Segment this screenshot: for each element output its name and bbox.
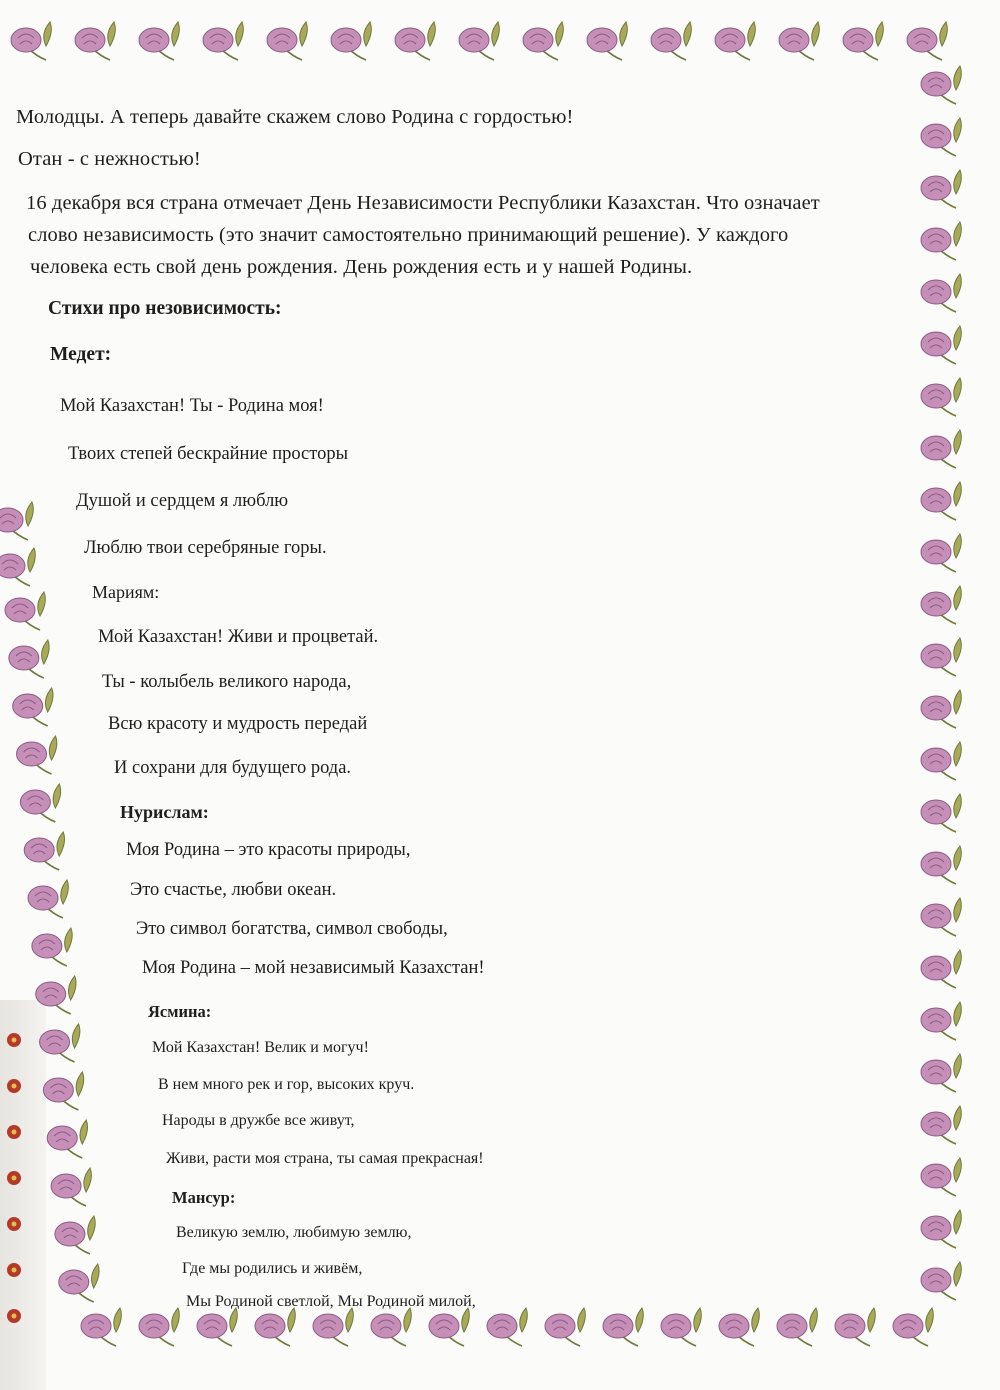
poem-line: И сохрани для будущего рода.: [114, 758, 352, 778]
rose-bud-icon: [0, 502, 33, 540]
rose-bud-icon: [777, 1308, 817, 1346]
rose-bud-icon: [921, 118, 961, 156]
rose-bud-icon: [843, 22, 883, 60]
rose-bud-icon: [43, 1072, 83, 1110]
rose-bud-icon: [835, 1308, 875, 1346]
rose-bud-icon: [20, 784, 60, 822]
intro-line-3: 16 декабря вся страна отмечает День Независимости Республики Казахстан. Что означает: [26, 192, 820, 214]
rose-bud-icon: [921, 482, 961, 520]
poem-line: Всю красоту и мудрость передай: [108, 714, 368, 734]
poem-line: Моя Родина – это красоты природы,: [126, 840, 411, 860]
rose-bud-icon: [28, 880, 68, 918]
rose-bud-icon: [921, 222, 961, 260]
rose-bud-icon: [13, 688, 53, 726]
poem-line: В нем много рек и гор, высоких круч.: [158, 1076, 415, 1093]
rose-bud-icon: [921, 378, 961, 416]
rose-bud-icon: [921, 1054, 961, 1092]
rose-bud-icon: [429, 1308, 469, 1346]
rose-bud-icon: [395, 22, 435, 60]
rose-bud-icon: [719, 1308, 759, 1346]
poem-line: Мой Казахстан! Живи и процветай.: [98, 627, 379, 647]
rose-bud-icon: [921, 326, 961, 364]
poem-line: Ты - колыбель великого народа,: [102, 672, 352, 692]
poem-line: Мы Родиной светлой, Мы Родиной милой,: [186, 1293, 476, 1310]
poem-line: Это счастье, любви океан.: [130, 880, 337, 900]
poem-line: Живи, расти моя страна, ты самая прекрасная!: [166, 1150, 484, 1167]
rose-bud-icon: [17, 736, 57, 774]
rose-bud-icon: [921, 274, 961, 312]
speaker-mariyam: Мариям:: [92, 582, 160, 602]
rose-bud-icon: [75, 22, 115, 60]
rose-bud-icon: [267, 22, 307, 60]
intro-line-1: Молодцы. А теперь давайте скажем слово Родина с гордостью!: [16, 106, 574, 128]
rose-bud-icon: [9, 640, 49, 678]
rose-bud-icon: [921, 1002, 961, 1040]
poem-line: Мой Казахстан! Велик и могуч!: [152, 1039, 369, 1056]
rose-bud-icon: [921, 794, 961, 832]
rose-bud-icon: [32, 928, 72, 966]
rose-bud-icon: [255, 1308, 295, 1346]
rose-bud-icon: [139, 1308, 179, 1346]
rose-bud-icon: [203, 22, 243, 60]
poem-line: Душой и сердцем я люблю: [76, 491, 289, 511]
rose-bud-icon: [603, 1308, 643, 1346]
rose-bud-icon: [893, 1308, 933, 1346]
rose-bud-icon: [197, 1308, 237, 1346]
rose-bud-icon: [921, 846, 961, 884]
rose-bud-icon: [921, 1210, 961, 1248]
rose-bud-icon: [921, 430, 961, 468]
rose-bud-icon: [587, 22, 627, 60]
rose-bud-icon: [139, 22, 179, 60]
speaker-nurislam: Нурислам:: [120, 802, 209, 822]
speaker-mansur: Мансур:: [172, 1188, 236, 1207]
poem-line: Мой Казахстан! Ты - Родина моя!: [60, 396, 324, 416]
rose-bud-icon: [921, 170, 961, 208]
rose-bud-icon: [51, 1168, 91, 1206]
rose-bud-icon: [36, 976, 76, 1014]
rose-bud-icon: [81, 1308, 121, 1346]
rose-bud-icon: [24, 832, 64, 870]
poem-line: Моя Родина – мой независимый Казахстан!: [142, 958, 485, 978]
rose-bud-icon: [921, 950, 961, 988]
rose-bud-icon: [55, 1216, 95, 1254]
poem-line: Великую землю, любимую землю,: [176, 1224, 412, 1241]
poem-line: Твоих степей бескрайние просторы: [68, 444, 349, 464]
rose-bud-icon: [921, 1158, 961, 1196]
rose-bud-icon: [651, 22, 691, 60]
rose-bud-icon: [921, 742, 961, 780]
rose-bud-icon: [40, 1024, 80, 1062]
rose-bud-icon: [371, 1308, 411, 1346]
intro-line-4: слово независимость (это значит самостоятельно принимающий решение). У каждого: [28, 224, 789, 246]
intro-line-2: Отан - с нежностью!: [18, 148, 201, 170]
rose-bud-icon: [921, 66, 961, 104]
rose-bud-icon: [0, 548, 35, 586]
speaker-yasmina: Ясмина:: [148, 1002, 212, 1021]
poem-line: Люблю твои серебряные горы.: [84, 538, 327, 558]
poem-line: Это символ богатства, символ свободы,: [136, 919, 448, 939]
rose-bud-icon: [921, 690, 961, 728]
rose-bud-icon: [715, 22, 755, 60]
rose-bud-icon: [921, 1106, 961, 1144]
section-heading: Стихи про незовисимость:: [48, 298, 282, 319]
rose-bud-icon: [921, 586, 961, 624]
speaker-medet: Медет:: [50, 344, 112, 365]
rose-bud-icon: [921, 534, 961, 572]
rose-bud-icon: [5, 592, 45, 630]
rose-bud-icon: [59, 1264, 99, 1302]
rose-bud-icon: [921, 638, 961, 676]
rose-bud-icon: [779, 22, 819, 60]
rose-bud-icon: [523, 22, 563, 60]
rose-bud-icon: [661, 1308, 701, 1346]
rose-bud-icon: [907, 22, 947, 60]
rose-bud-icon: [487, 1308, 527, 1346]
rose-bud-icon: [47, 1120, 87, 1158]
intro-line-5: человека есть свой день рождения. День рождения есть и у нашей Родины.: [30, 256, 693, 278]
rose-bud-icon: [331, 22, 371, 60]
poem-line: Где мы родились и живём,: [182, 1260, 363, 1277]
rose-bud-icon: [921, 1262, 961, 1300]
rose-bud-icon: [11, 22, 51, 60]
rose-bud-icon: [545, 1308, 585, 1346]
rose-bud-icon: [921, 898, 961, 936]
poem-line: Народы в дружбе все живут,: [162, 1112, 355, 1129]
rose-bud-icon: [459, 22, 499, 60]
rose-bud-icon: [313, 1308, 353, 1346]
